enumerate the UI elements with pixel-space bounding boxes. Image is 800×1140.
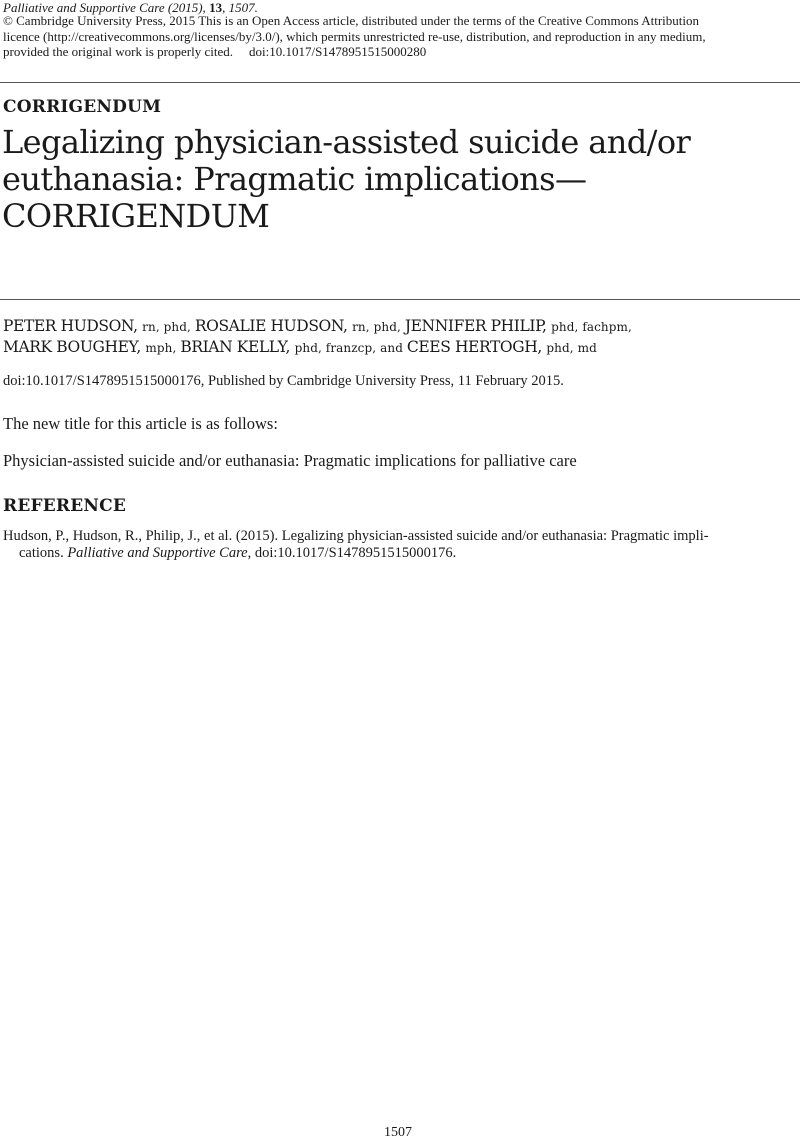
header-divider (0, 82, 800, 83)
title-line-2: euthanasia: Pragmatic implications— (2, 160, 587, 198)
new-title-text: Physician-assisted suicide and/or euthanasia: Pragmatic implications for palliative care (3, 451, 577, 470)
license-doi[interactable]: doi:10.1017/S1478951515000280 (248, 44, 427, 59)
author-name: BRIAN KELLY, (180, 338, 295, 356)
title-line-3: CORRIGENDUM (2, 197, 270, 235)
author-name: CEES HERTOGH, (406, 338, 547, 356)
author-list (3, 316, 800, 358)
journal-volume: 13 (209, 0, 223, 15)
license-line-3 (3, 44, 800, 60)
page-number: 1507 (384, 1125, 412, 1140)
license-line-3-text: provided the original work is properly cited. (3, 44, 233, 59)
journal-year: (2015), (164, 0, 210, 15)
original-article-doi[interactable]: doi:10.1017/S1478951515000176, Published by Cambridge University Press, 11 February 2015. (3, 373, 564, 389)
reference-entry (3, 528, 800, 562)
reference-journal: Palliative and Supportive Care (67, 545, 248, 561)
article-title (2, 124, 762, 235)
license-line-2: licence (http://creativecommons.org/licenses/by/3.0/), which permits unrestricted re-use, distribution, and reproduction in any medium, (3, 28, 706, 44)
journal-pages: , 1507. (222, 0, 258, 15)
author-name: PETER HUDSON, (3, 317, 143, 335)
reference-text: cations. (19, 545, 68, 561)
author-name: JENNIFER PHILIP, (404, 317, 552, 335)
reference-heading: REFERENCE (3, 496, 127, 516)
journal-name: Palliative and Supportive Care (3, 0, 165, 15)
author-line-2 (3, 337, 800, 358)
license-notice (3, 13, 800, 60)
title-divider (0, 299, 800, 300)
reference-line-2 (3, 545, 800, 562)
author-degrees: rn, phd, (352, 320, 405, 334)
author-degrees: mph, (145, 341, 181, 355)
license-line-1: © Cambridge University Press, 2015 This is an Open Access article, distributed under the terms of the Creative Commons Attribution (3, 13, 699, 28)
section-label: CORRIGENDUM (3, 97, 162, 117)
author-degrees: phd, md (546, 341, 597, 355)
author-degrees: phd, franzcp, and (294, 341, 407, 355)
author-name: ROSALIE HUDSON, (194, 317, 353, 335)
author-degrees: phd, fachpm, (551, 320, 632, 334)
author-line-1 (3, 316, 800, 337)
author-name: MARK BOUGHEY, (3, 338, 146, 356)
reference-line-1: Hudson, P., Hudson, R., Philip, J., et al. (2015). Legalizing physician-assisted suicide and/or euthanasia: Pragmatic impli- (3, 528, 709, 544)
correction-intro: The new title for this article is as follows: (3, 414, 278, 433)
author-degrees: rn, phd, (142, 320, 195, 334)
reference-doi: , doi:10.1017/S1478951515000176. (247, 545, 457, 561)
title-line-1: Legalizing physician-assisted suicide and/or (2, 123, 691, 161)
